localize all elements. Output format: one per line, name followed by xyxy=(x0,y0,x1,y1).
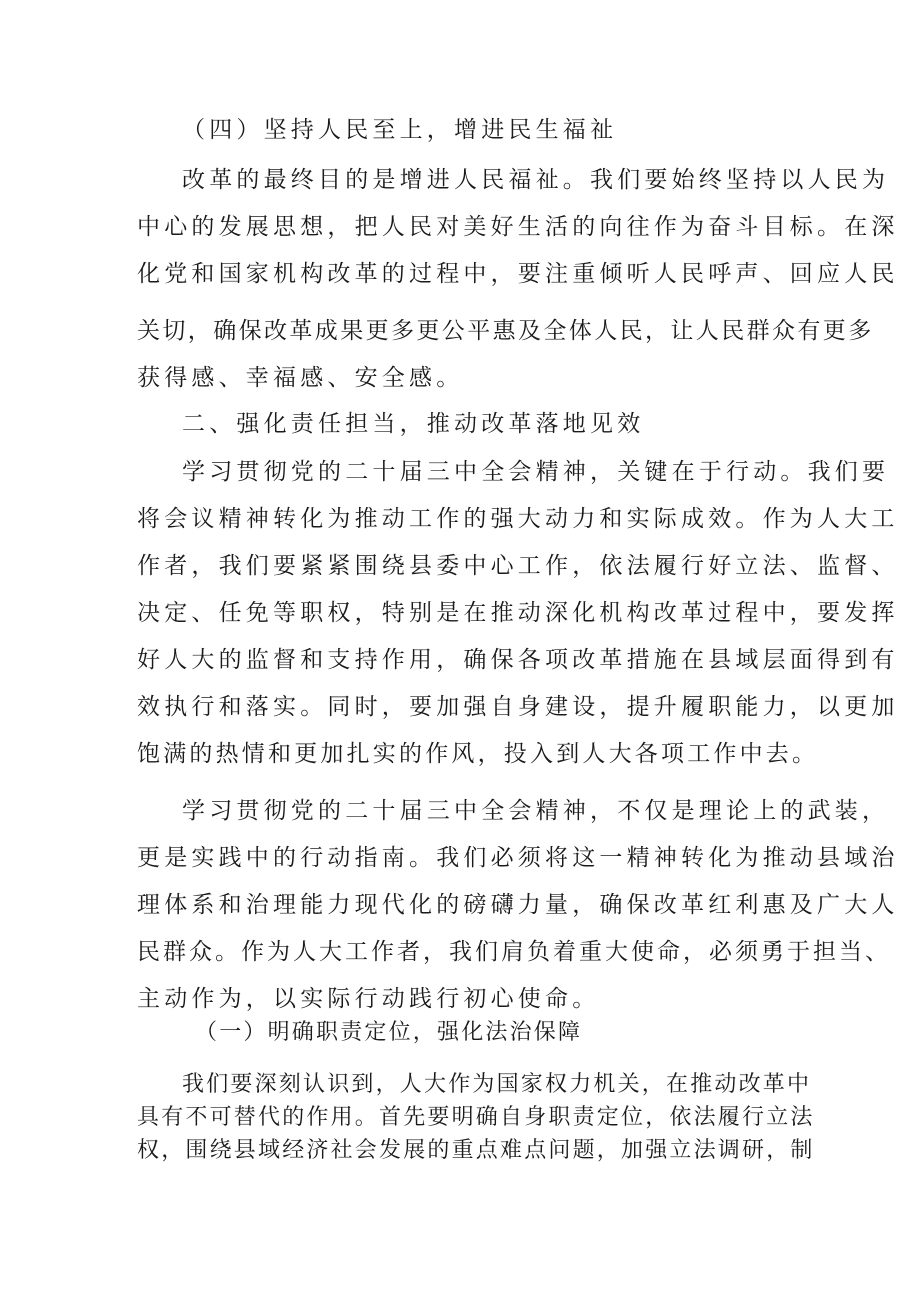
paragraph-line: 将会议精神转化为推动工作的强大动力和实际成效。作为人大工 xyxy=(137,506,899,532)
paragraph-line: 学习贯彻党的二十届三中全会精神，关键在于行动。我们要 xyxy=(182,459,890,485)
paragraph-line: 民群众。作为人大工作者，我们肩负着重大使命，必须勇于担当、 xyxy=(137,939,891,965)
paragraph-line: 中心的发展思想，把人民对美好生活的向往作为奋斗目标。在深 xyxy=(137,214,899,240)
paragraph-line: 权，围绕县域经济社会发展的重点难点问题，加强立法调研，制 xyxy=(137,1138,815,1163)
paragraph-line: 更是实践中的行动指南。我们必须将这一精神转化为推动县域治 xyxy=(137,845,899,871)
paragraph-line: 主动作为，以实际行动践行初心使命。 xyxy=(137,986,600,1012)
paragraph-line: 改革的最终目的是增进人民福祉。我们要始终坚持以人民为 xyxy=(182,167,890,193)
paragraph-line: 我们要深刻认识到，人大作为国家权力机关，在推动改革中 xyxy=(182,1072,812,1097)
paragraph-line: 理体系和治理能力现代化的磅礴力量，确保改革红利惠及广大人 xyxy=(137,892,899,918)
paragraph-line: 获得感、幸福感、安全感。 xyxy=(137,365,464,391)
part-heading: 二、强化责任担当，推动改革落地见效 xyxy=(182,411,645,437)
paragraph-line: 效执行和落实。同时，要加强自身建设，提升履职能力，以更加 xyxy=(137,694,899,720)
section-heading: （一）明确职责定位，强化法治保障 xyxy=(195,1020,583,1045)
section-heading: （四）坚持人民至上，增进民生福祉 xyxy=(182,117,618,143)
paragraph-line: 化党和国家机构改革的过程中，要注重倾听人民呼声、回应人民 xyxy=(137,261,899,287)
paragraph-line: 作者，我们要紧紧围绕县委中心工作，依法履行好立法、监督、 xyxy=(137,553,899,579)
paragraph-line: 学习贯彻党的二十届三中全会精神，不仅是理论上的武装， xyxy=(182,798,890,824)
paragraph-line: 饱满的热情和更加扎实的作风，投入到人大各项工作中去。 xyxy=(137,741,819,767)
paragraph-line: 好人大的监督和支持作用，确保各项改革措施在县域层面得到有 xyxy=(137,647,899,673)
paragraph-line: 关切，确保改革成果更多更公平惠及全体人民，让人民群众有更多 xyxy=(137,318,874,344)
paragraph-line: 决定、任免等职权，特别是在推动深化机构改革过程中，要发挥 xyxy=(137,600,899,626)
paragraph-line: 具有不可替代的作用。首先要明确自身职责定位，依法履行立法 xyxy=(137,1105,815,1130)
